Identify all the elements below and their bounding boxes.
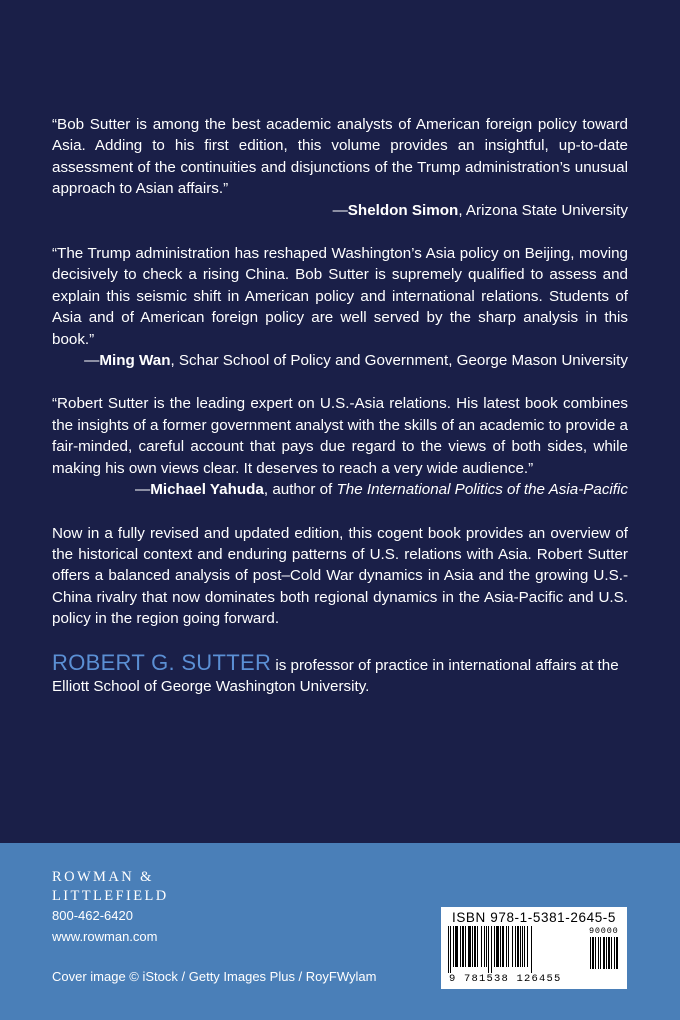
- barcode-bar: [512, 926, 513, 967]
- quote-text: “Bob Sutter is among the best academic analysts of American foreign policy toward Asia. Adding to his first edition, this volume provides an insightful, up-to-date assessment of the continuities and disjunctions of the Trump administration’s unusual approach to Asian affairs.”: [52, 116, 628, 198]
- barcode-bar: [527, 926, 528, 967]
- barcode-bar: [453, 926, 454, 967]
- barcode-bar: [600, 937, 601, 969]
- book-description: Now in a fully revised and updated edition, this cogent book provides an overview of the historical context and enduring patterns of U.S. relations with Asia. Robert Sutter offers a balanced analysis of post–Cold War dynamics in Asia and the growing U.S.-China rivalry that now dominates both regional dynamics in the Asia-Pacific and U.S. policy in the region going forward.: [52, 524, 628, 628]
- cover-text: [52, 114, 628, 697]
- barcode-bar: [465, 926, 466, 967]
- publisher-logo: ROWMAN & LITTLEFIELD: [52, 869, 169, 904]
- publisher-phone: 800-462-6420: [52, 908, 133, 923]
- barcode-bar: [508, 926, 509, 967]
- barcode-bar: [450, 926, 451, 973]
- barcode-bar: [484, 926, 485, 967]
- barcode-bar: [506, 926, 507, 967]
- publisher-website: www.rowman.com: [52, 929, 158, 944]
- barcode-bar: [477, 926, 478, 967]
- barcode-bar: [496, 926, 499, 967]
- barcode-bar: [608, 937, 610, 969]
- ean-digits: 9 781538 126455: [449, 973, 562, 985]
- author-name: ROBERT G. SUTTER: [52, 649, 272, 675]
- book-title: The International Politics of the Asia-Pacific: [336, 481, 628, 499]
- barcode-bar: [502, 926, 504, 967]
- barcode-bar: [524, 926, 525, 967]
- endorsement-1: [52, 114, 628, 221]
- barcode-bar: [486, 926, 487, 967]
- barcode-bar: [522, 926, 523, 967]
- barcode-bar: [531, 926, 532, 973]
- barcode-bar: [598, 937, 599, 969]
- author-bio: [52, 649, 628, 698]
- barcode-bar: [595, 937, 596, 969]
- barcode-bar: [468, 926, 471, 967]
- addon-barcode-bars: [589, 937, 621, 981]
- price-code: 90000: [589, 926, 619, 936]
- barcode-bar: [488, 926, 489, 973]
- quote-text: “Robert Sutter is the leading expert on U.S.-Asia relations. His latest book combines the insights of a former government analyst with the skills of an academic to provide a fair-minded, careful account that pays due regard to the views of both sides, while making his own views clear. It deserves to reach a very wide audience.”: [52, 395, 628, 477]
- barcode-bar: [460, 926, 461, 967]
- quote-attribution: —Sheldon Simon, Arizona State University: [332, 201, 628, 219]
- ean-barcode-bars: [447, 926, 587, 973]
- barcode-bar: [491, 926, 492, 973]
- barcode-bar: [520, 926, 521, 967]
- endorser-name: Michael Yahuda: [150, 481, 264, 499]
- isbn-barcode: [441, 907, 627, 989]
- barcode-bar: [603, 937, 605, 969]
- barcode-bar: [494, 926, 495, 967]
- barcode-bar: [448, 926, 449, 973]
- barcode-bar: [517, 926, 519, 967]
- quote-attribution: —Ming Wan, Schar School of Policy and Government, George Mason University: [84, 352, 628, 370]
- barcode-bar: [611, 937, 612, 969]
- endorsement-2: [52, 243, 628, 371]
- barcode-bar: [500, 926, 501, 967]
- barcode-bar: [606, 937, 607, 969]
- barcode-bar: [616, 937, 618, 969]
- barcode-bar: [590, 937, 591, 969]
- barcode-bar: [462, 926, 464, 967]
- endorser-name: Ming Wan: [99, 352, 171, 370]
- quote-attribution: —Michael Yahuda, author of The International Politics of the Asia-Pacific: [135, 481, 628, 499]
- cover-credit: Cover image © iStock / Getty Images Plus / RoyFWylam: [52, 969, 377, 984]
- quote-text: “The Trump administration has reshaped Washington’s Asia policy on Beijing, moving decisively to check a rising China. Bob Sutter is supremely qualified to assess and explain this seismic shift in American policy and international relations. Students of Asia and of American foreign policy are well served by the sharp analysis in this book.”: [52, 245, 628, 348]
- barcode-bar: [474, 926, 476, 967]
- barcode-bar: [515, 926, 516, 967]
- barcode-bar: [455, 926, 458, 967]
- barcode-bar: [472, 926, 473, 967]
- barcode-bar: [592, 937, 594, 969]
- isbn-text: ISBN 978-1-5381-2645-5: [451, 910, 617, 925]
- author-bio-text: is professor of practice in international affairs at the Elliott School of George Washington University.: [52, 656, 619, 695]
- endorser-name: Sheldon Simon: [347, 201, 459, 219]
- barcode-bar: [614, 937, 615, 969]
- barcode-bar: [481, 926, 482, 967]
- endorsement-3: [52, 393, 628, 500]
